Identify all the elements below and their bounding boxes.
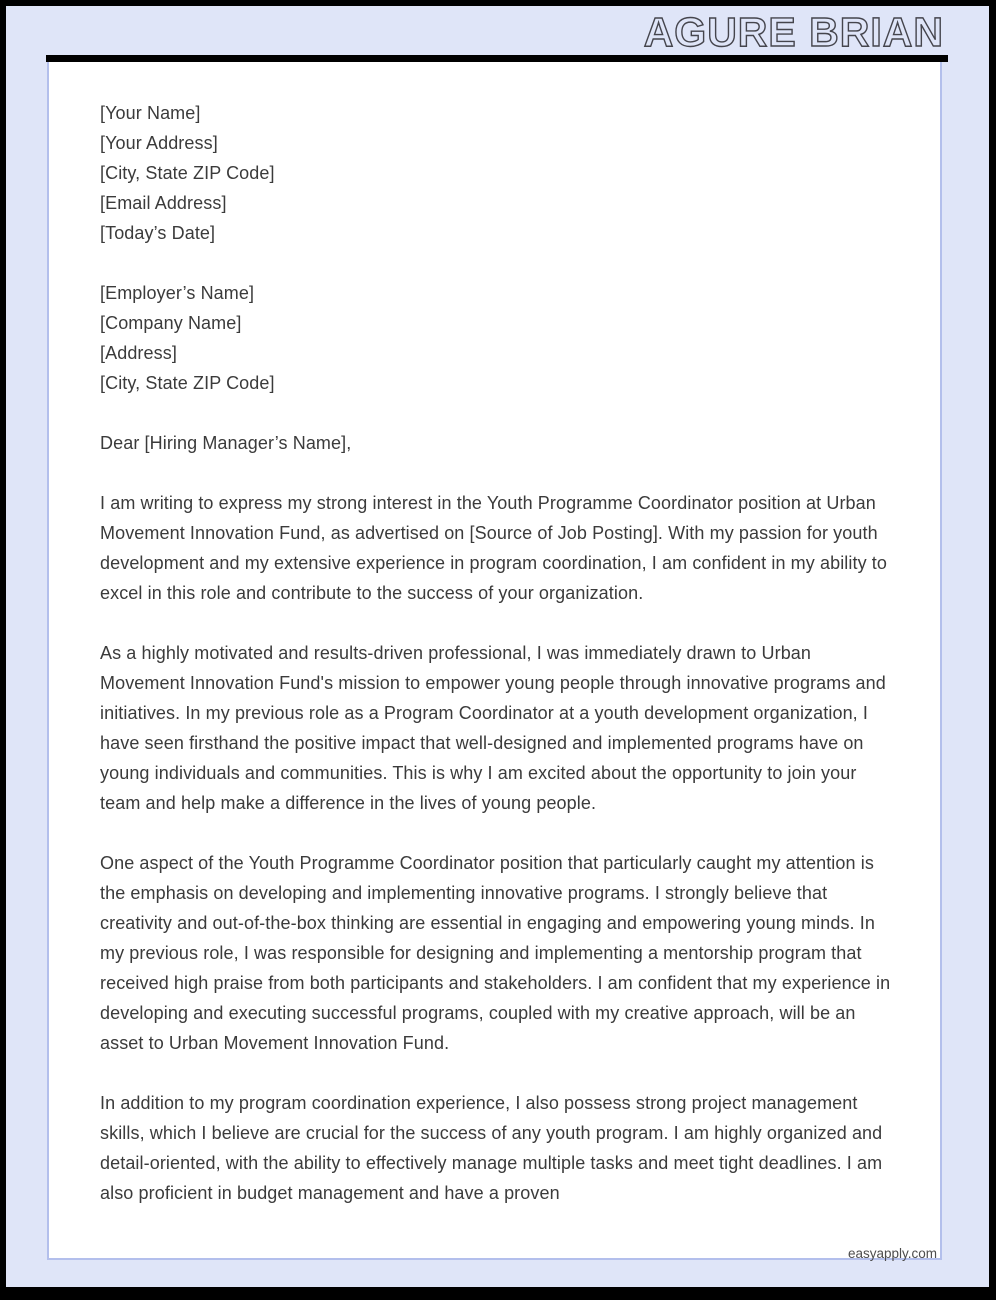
letter-body [100, 98, 900, 1238]
sender-city-line: [City, State ZIP Code] [100, 163, 275, 183]
paragraph-project-management: In addition to my program coordination experience, I also possess strong project management skills, which I believe are crucial for the success of any youth program. I am highly organized and detail-oriented, with the ability to effectively manage multiple tasks and meet tight deadlines. I am also proficient in budget management and have a proven [100, 1093, 883, 1203]
paragraph-intro: I am writing to express my strong interest in the Youth Programme Coordinator position at Urban Movement Innovation Fund, as advertised on [Source of Job Posting]. With my passion for youth development and my extensive experience in program coordination, I am confident in my ability to excel in this role and contribute to the success of your organization. [100, 493, 888, 603]
recipient-name-line: [Employer’s Name] [100, 283, 255, 303]
watermark: easyapply.com [847, 1246, 937, 1261]
frame-border-right [989, 0, 996, 1300]
paragraph-innovation: One aspect of the Youth Programme Coordinator position that particularly caught my attention is the emphasis on developing and implementing innovative programs. I strongly believe that creativity and out-of-the-box thinking are essential in engaging and empowering young minds. In my previous role, I was responsible for designing and implementing a mentorship program that received high praise from both participants and stakeholders. I am confident that my experience in developing and executing successful programs, coupled with my creative approach, will be an asset to Urban Movement Innovation Fund. [100, 853, 891, 1053]
paragraph-motivation: As a highly motivated and results-driven professional, I was immediately drawn to Urban Movement Innovation Fund's mission to empower young people through innovative programs and initiatives. In my previous role as a Program Coordinator at a youth development organization, I have seen firsthand the positive impact that well-designed and implemented programs have on young individuals and communities. This is why I am excited about the opportunity to join your team and help make a difference in the lives of young people. [100, 643, 886, 813]
frame-border-top [0, 0, 996, 6]
sender-name-line: [Your Name] [100, 103, 201, 123]
header-name: AGURE BRIAN [643, 9, 944, 55]
recipient-company-line: [Company Name] [100, 313, 242, 333]
sender-date-line: [Today’s Date] [100, 223, 216, 243]
recipient-address-block [100, 278, 900, 398]
recipient-address-line: [Address] [100, 343, 177, 363]
sender-address-block [100, 98, 900, 248]
sender-address-line: [Your Address] [100, 133, 218, 153]
salutation: Dear [Hiring Manager’s Name], [100, 433, 352, 453]
header-divider-rule [46, 55, 948, 62]
recipient-city-line: [City, State ZIP Code] [100, 373, 275, 393]
frame-border-left [0, 0, 6, 1300]
sender-email-line: [Email Address] [100, 193, 227, 213]
frame-border-bottom [0, 1287, 996, 1300]
